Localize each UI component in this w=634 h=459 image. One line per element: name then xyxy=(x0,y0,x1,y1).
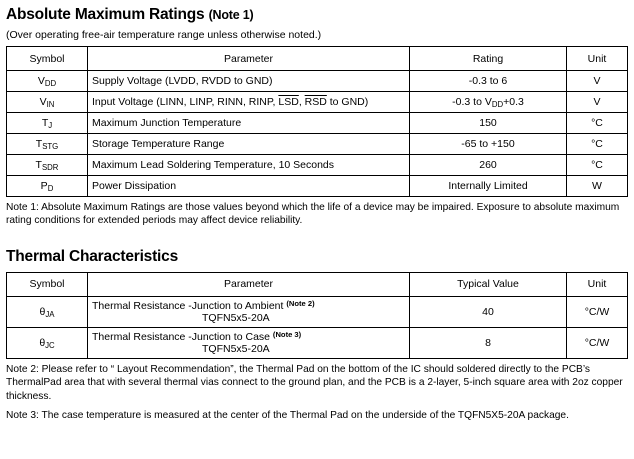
table-row xyxy=(7,134,628,155)
col-header-parameter: Parameter xyxy=(88,272,410,296)
param-mid: , xyxy=(298,96,305,108)
row-rating: Internally Limited xyxy=(410,176,567,197)
row-symbol xyxy=(7,71,88,92)
param-text: Thermal Resistance -Junction to Case xyxy=(92,330,273,343)
abs-max-title-note: (Note 1) xyxy=(208,8,254,22)
symbol-main: T xyxy=(41,117,49,129)
param-overline-lsd: $\overline{LSD}$ xyxy=(278,96,299,108)
thermal-section-title: Thermal Characteristics xyxy=(6,247,179,265)
symbol-main: T xyxy=(35,138,43,150)
row-rating: -65 to +150 xyxy=(410,134,567,155)
param-post: to GND) xyxy=(326,96,369,108)
param-overline-rsd: $\overline{RSD}$ xyxy=(304,96,327,108)
abs-max-table-body xyxy=(7,71,628,197)
row-unit: °C xyxy=(567,134,628,155)
col-header-typical-value: Typical Value xyxy=(410,272,567,296)
row-symbol xyxy=(7,155,88,176)
param-note-ref: (Note 2) xyxy=(286,298,315,308)
param-text: Thermal Resistance -Junction to Ambient xyxy=(92,299,287,312)
symbol-sub: D xyxy=(47,184,54,193)
symbol-sub: DD xyxy=(44,79,57,88)
row-rating: -0.3 to 6 xyxy=(410,71,567,92)
row-unit: °C/W xyxy=(567,327,628,358)
symbol-main: θ xyxy=(39,336,46,349)
symbol-sub: SDR xyxy=(41,163,59,172)
row-parameter: Supply Voltage (LVDD, RVDD to GND) xyxy=(88,71,410,92)
col-header-symbol: Symbol xyxy=(7,272,88,296)
table-header-row xyxy=(7,272,628,296)
symbol-sub: STG xyxy=(42,142,59,151)
row-unit: V xyxy=(567,92,628,113)
table-header-row xyxy=(7,47,628,71)
symbol-sub: JC xyxy=(45,340,55,350)
rating-post: +0.3 xyxy=(503,96,524,108)
abs-max-note-1: Note 1: Absolute Maximum Ratings are those values beyond which the life of a device may be impaired. Exposure to absolute maximum rating conditions for extended periods may affect device reliability. xyxy=(6,202,620,227)
row-parameter: Maximum Lead Soldering Temperature, 10 Seconds xyxy=(88,155,410,176)
section-spacer xyxy=(0,228,634,242)
thermal-table-body xyxy=(7,296,628,358)
row-parameter: Storage Temperature Range xyxy=(88,134,410,155)
table-row xyxy=(7,155,628,176)
param-note-ref: (Note 3) xyxy=(272,329,302,339)
row-symbol xyxy=(7,92,88,113)
row-symbol xyxy=(7,113,88,134)
row-unit: °C xyxy=(567,113,628,134)
col-header-unit: Unit xyxy=(567,47,628,71)
row-unit: °C xyxy=(567,155,628,176)
thermal-characteristics-table xyxy=(6,272,628,359)
row-parameter xyxy=(88,327,410,358)
param-pre: Input Voltage (LINN, LINP, RINN, RINP, xyxy=(92,96,279,108)
absolute-maximum-ratings-table xyxy=(6,46,628,197)
table-row xyxy=(7,113,628,134)
symbol-main: P xyxy=(40,180,48,192)
table-row xyxy=(7,71,628,92)
symbol-main: T xyxy=(35,159,42,171)
parameter-text-line xyxy=(92,300,405,312)
rating-sub: DD xyxy=(491,100,504,109)
col-header-parameter: Parameter xyxy=(88,47,410,71)
row-parameter: Power Dissipation xyxy=(88,176,410,197)
row-typical-value: 40 xyxy=(410,296,567,327)
symbol-sub: J xyxy=(48,121,53,130)
abs-max-table-head xyxy=(7,47,628,71)
row-unit: W xyxy=(567,176,628,197)
row-unit: °C/W xyxy=(567,296,628,327)
row-symbol xyxy=(7,327,88,358)
row-symbol xyxy=(7,296,88,327)
package-name: TQFN5x5-20A xyxy=(202,311,270,324)
col-header-symbol: Symbol xyxy=(7,47,88,71)
col-header-unit: Unit xyxy=(567,272,628,296)
symbol-sub: JA xyxy=(45,309,55,319)
row-symbol xyxy=(7,134,88,155)
abs-max-title-text: Absolute Maximum Ratings xyxy=(6,6,205,23)
rating-pre: -0.3 to V xyxy=(452,96,492,108)
symbol-main: V xyxy=(39,96,47,108)
col-header-rating: Rating xyxy=(410,47,567,71)
datasheet-page xyxy=(0,6,634,459)
row-symbol xyxy=(7,176,88,197)
table-row xyxy=(7,176,628,197)
table-row xyxy=(7,92,628,113)
abs-max-subtitle: (Over operating free-air temperature range unless otherwise noted.) xyxy=(6,29,322,41)
row-rating: 150 xyxy=(410,113,567,134)
row-parameter: Maximum Junction Temperature xyxy=(88,113,410,134)
thermal-table-head xyxy=(7,272,628,296)
row-unit: V xyxy=(567,71,628,92)
row-rating: 260 xyxy=(410,155,567,176)
table-row xyxy=(7,296,628,327)
row-typical-value: 8 xyxy=(410,327,567,358)
row-parameter xyxy=(88,296,410,327)
symbol-main: θ xyxy=(39,305,46,318)
abs-max-section-title xyxy=(6,6,634,24)
thermal-note-3: Note 3: The case temperature is measured at the center of the Thermal Pad on the underside of the TQFN5X5-20A package. xyxy=(6,410,569,422)
package-name: TQFN5x5-20A xyxy=(202,342,270,355)
row-parameter xyxy=(88,92,410,113)
row-rating xyxy=(410,92,567,113)
thermal-note-2: Note 2: Please refer to “ Layout Recommendation”, the Thermal Pad on the bottom of the IC should soldered directly to the PCB’s ThermalPad area that with several thermal vias connect to the ground plan, and the PCB is a 2-layer, 5-inch square area with 2oz copper thickness. xyxy=(6,363,623,402)
parameter-text-line xyxy=(92,331,405,343)
symbol-main: V xyxy=(37,75,45,87)
symbol-sub: IN xyxy=(46,100,55,109)
table-row xyxy=(7,327,628,358)
